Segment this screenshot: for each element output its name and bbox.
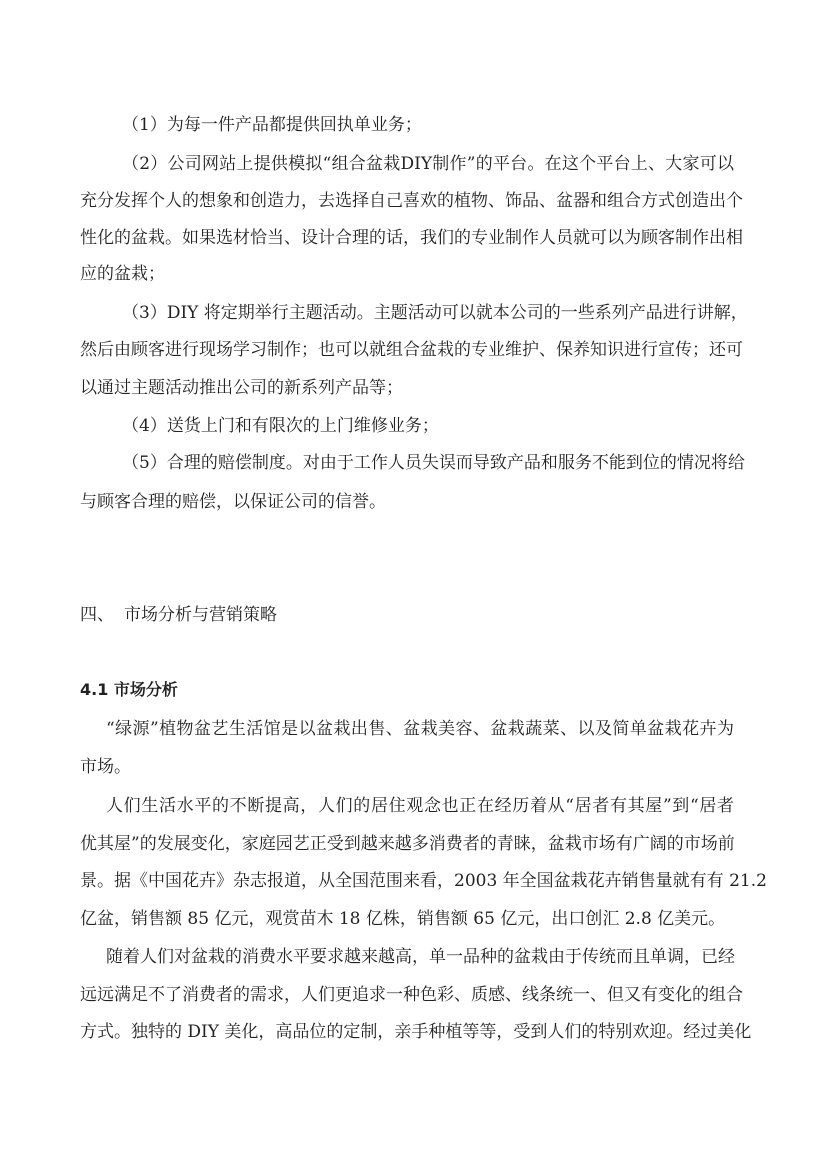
item-4-line: （4）送货上门和有限次的上门维修业务； [122, 416, 439, 436]
item-3-line: 然后由顾客进行现场学习制作；也可以就组合盆栽的专业维护、保养知识进行宣传；还可 [80, 340, 743, 360]
item-1-line: （1）为每一件产品都提供回执单业务； [122, 115, 422, 135]
paragraph-line: 方式。独特的 DIY 美化，高品位的定制，亲手种植等等，受到人们的特别欢迎。经过美化 [80, 1022, 752, 1042]
item-2-line: 性化的盆栽。如果选材恰当、设计合理的话，我们的专业制作人员就可以为顾客制作出相 [80, 228, 743, 248]
item-2-line: （2）公司网站上提供模拟“组合盆栽DIY制作”的平台。在这个平台上、大家可以 [122, 154, 734, 174]
item-2-line: 充分发挥个人的想象和创造力，去选择自己喜欢的植物、饰品、盆器和组合方式创造出个 [80, 191, 743, 211]
paragraph-line: 人们生活水平的不断提高，人们的居住观念也正在经历着从“居者有其屋”到“居者 [106, 796, 734, 816]
paragraph-line: 远远满足不了消费者的需求，人们更追求一种色彩、质感、线条统一、但又有变化的组合 [80, 985, 743, 1005]
item-2-line: 应的盆栽； [80, 264, 165, 284]
section-heading: 4.1 市场分析 [80, 680, 178, 699]
item-5-line: 与顾客合理的赔偿，以保证公司的信誉。 [80, 492, 386, 512]
chapter-title: 市场分析与营销策略 [124, 605, 277, 625]
item-3-line: （3）DIY 将定期举行主题活动。主题活动可以就本公司的一些系列产品进行讲解， [122, 303, 748, 323]
paragraph-line: 景。据《中国花卉》杂志报道，从全国范围来看，2003 年全国盆栽花卉销售量就有有 21.2 [80, 871, 767, 891]
item-3-line: 以通过主题活动推出公司的新系列产品等； [80, 378, 403, 398]
item-5-line: （5）合理的赔偿制度。对由于工作人员失误而导致产品和服务不能到位的情况将给 [122, 453, 745, 473]
paragraph-line: 亿盆，销售额 85 亿元，观赏苗木 18 亿株，销售额 65 亿元，出口创汇 2.8 亿美元。 [80, 909, 726, 929]
chapter-number: 四、 [80, 605, 114, 625]
paragraph-line: “绿源”植物盆艺生活馆是以盆栽出售、盆栽美容、盆栽蔬菜、以及简单盆栽花卉为 [106, 719, 734, 739]
paragraph-line: 优其屋”的发展变化，家庭园艺正受到越来越多消费者的青睐，盆栽市场有广阔的市场前 [80, 834, 735, 854]
paragraph-line: 随着人们对盆栽的消费水平要求越来越高，单一品种的盆栽由于传统而且单调，已经 [106, 947, 735, 967]
paragraph-line: 市场。 [80, 757, 131, 777]
